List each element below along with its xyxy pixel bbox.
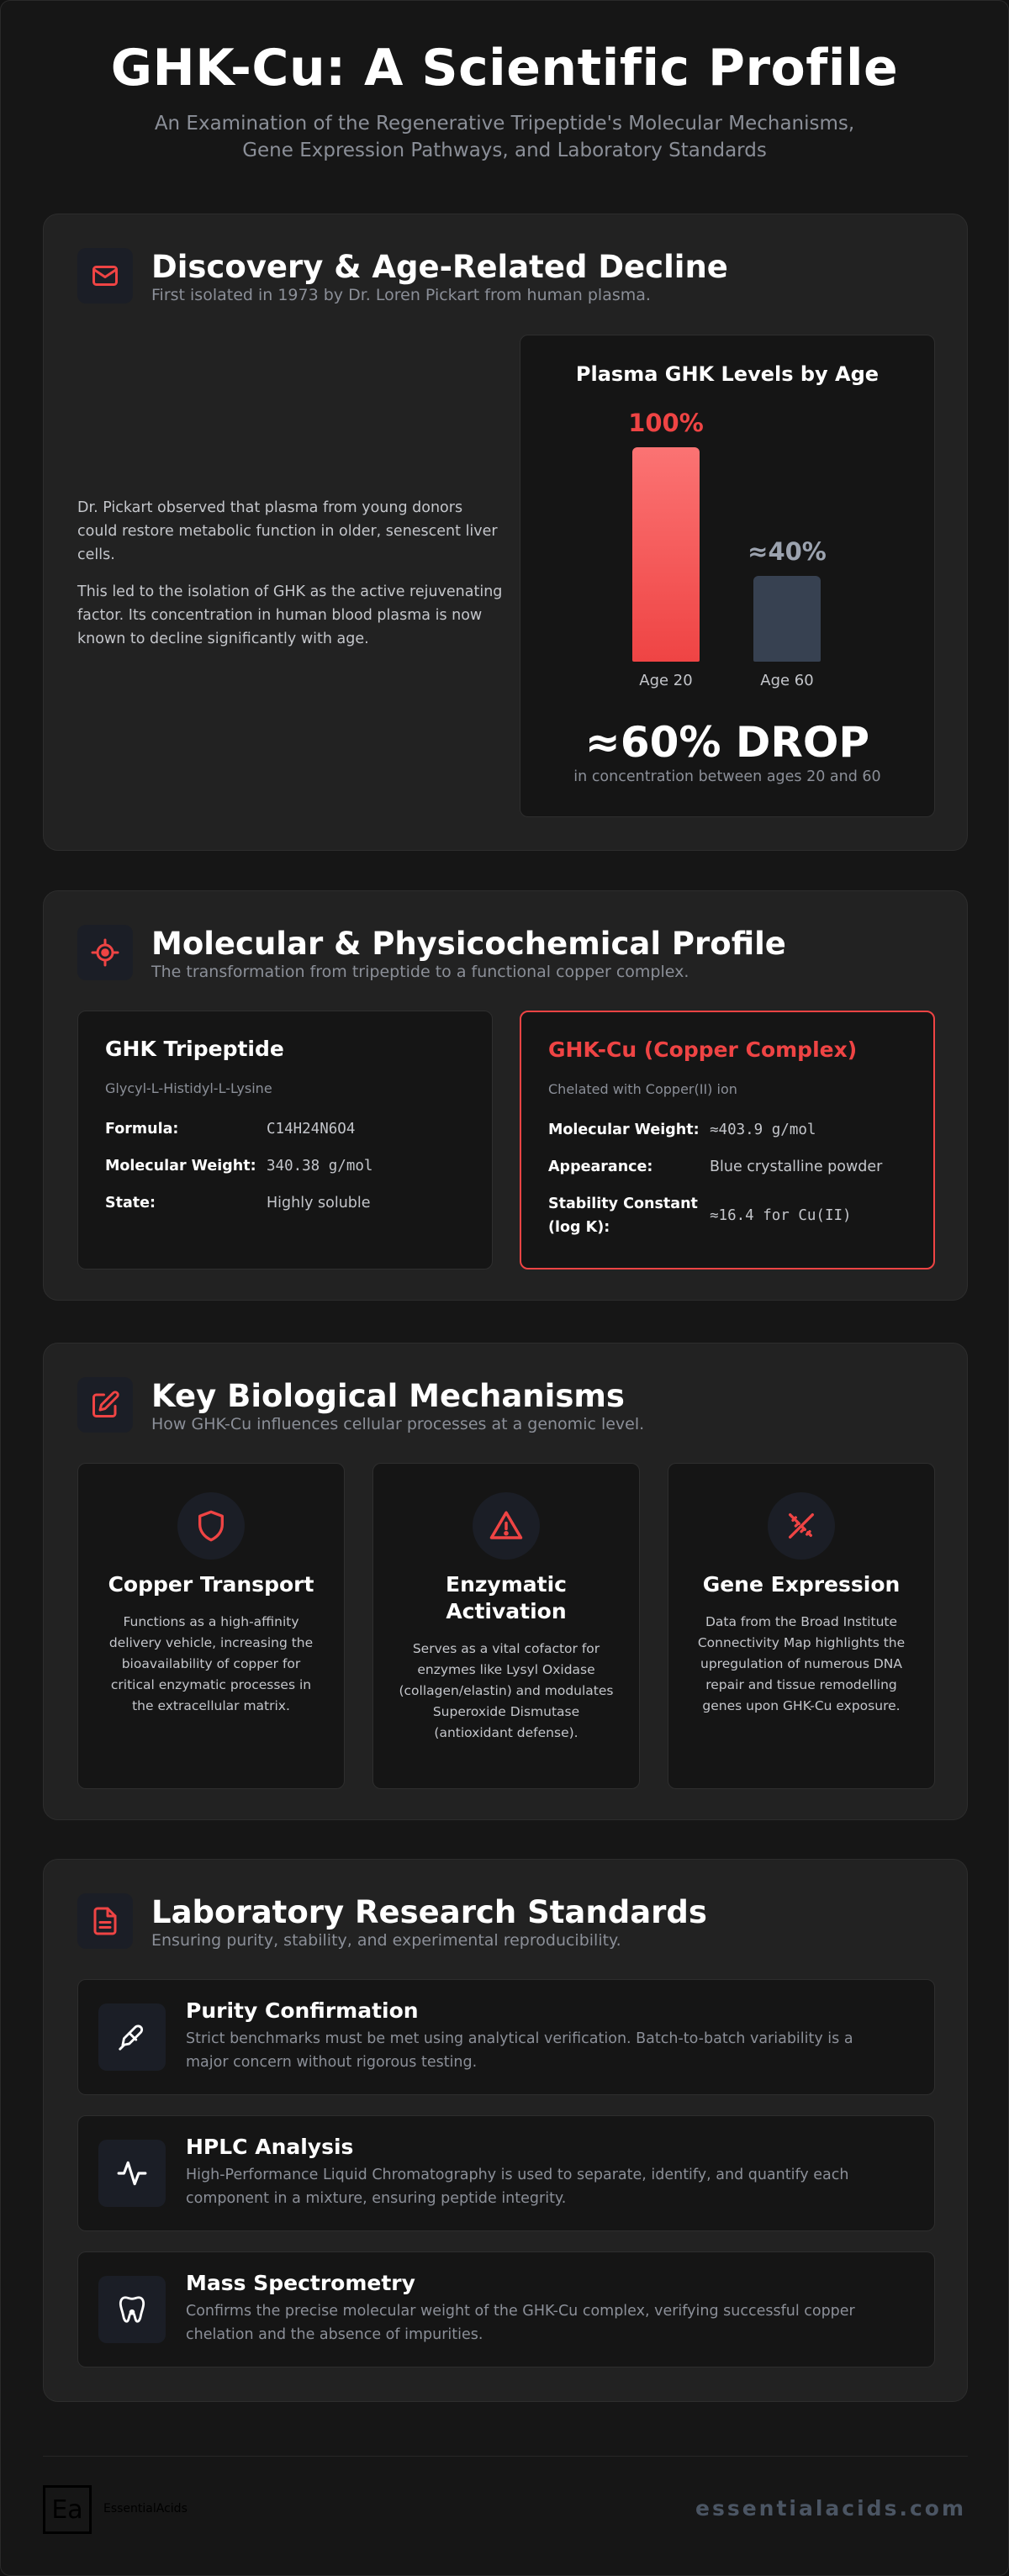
ghk-card [77,1011,493,1270]
warning-icon [473,1492,540,1560]
property-key: Formula: [105,1121,179,1138]
mechanism-card [668,1463,935,1789]
standard-body: Confirms the precise molecular weight of the GHK-Cu complex, verifying successful copper chelation and the absence of impurities. [186,2303,855,2343]
standard-title: Mass Spectrometry [186,2271,415,2295]
bar-value-label: ≈40% [748,537,827,566]
section-title: Discovery & Age-Related Decline [151,249,728,285]
property-value: 340.38 g/mol [267,1158,373,1175]
ghk-chart-card [520,335,935,817]
edit-icon [77,1377,133,1433]
property-key: Stability Constant (log K): [548,1196,698,1236]
chart-title: Plasma GHK Levels by Age [575,362,880,386]
footer-divider [43,2456,968,2457]
chart-bar [632,447,700,662]
mechanism-body: Serves as a vital cofactor for enzymes like Lysyl Oxidase (collagen/elastin) and modulates Superoxide Dismutase (antioxidant defense). [399,1641,614,1740]
standard-item [77,2115,935,2231]
standard-title: HPLC Analysis [186,2135,354,2159]
hero [1,1,1008,164]
ghk-cu-card [520,1011,935,1270]
bar-category-label: Age 60 [760,672,814,689]
section-title: Key Biological Mechanisms [151,1378,625,1414]
section-title: Molecular & Physicochemical Profile [151,926,786,962]
drop-caption: in concentration between ages 20 and 60 [573,768,881,785]
pulse-icon [98,2140,166,2207]
standard-body: High-Performance Liquid Chromatography is used to separate, identify, and quantify each component in a mixture, ensuring peptide integrity. [186,2167,849,2207]
discovery-paragraph: This led to the isolation of GHK as the active rejuvenating factor. Its concentration in human blood plasma is now known to decline significantly with age. [77,583,503,647]
tooth-icon [98,2276,166,2343]
discovery-section [43,214,968,851]
section-title: Laboratory Research Standards [151,1894,707,1930]
shield-icon [177,1492,245,1560]
section-subtitle: Ensuring purity, stability, and experimental reproducibility. [151,1931,621,1950]
chart-bar [753,576,821,662]
property-value: C14H24N6O4 [267,1121,356,1138]
molecule-subtitle: Glycyl-L-Histidyl-L-Lysine [105,1080,272,1096]
bar-chart [520,335,936,714]
property-key: Appearance: [548,1159,653,1175]
standard-item [77,1979,935,2095]
site-link[interactable]: essentialacids.com [695,2496,966,2521]
property-key: Molecular Weight: [105,1158,256,1175]
property-value: ≈16.4 for Cu(II) [710,1207,852,1224]
mechanism-body: Data from the Broad Institute Connectivity Map highlights the upregulation of numerous DNA repair and tissue remodelling genes upon GHK-Cu exposure. [697,1614,906,1713]
discovery-paragraph: Dr. Pickart observed that plasma from young donors could restore metabolic function in older, senescent liver cells. [77,499,498,563]
mail-icon [77,248,133,304]
mechanism-card [372,1463,640,1789]
property-key: State: [105,1195,156,1211]
section-subtitle: How GHK-Cu influences cellular processes at a genomic level. [151,1415,645,1433]
property-key: Molecular Weight: [548,1122,700,1138]
page-subtitle: An Examination of the Regenerative Tripeptide's Molecular Mechanisms, Gene Expression Pathways, and Laboratory Standards [154,113,855,161]
mechanism-body: Functions as a high-affinity delivery vehicle, increasing the bioavailability of copper for critical enzymatic processes in the extracellular matrix. [108,1614,314,1713]
property-value: Highly soluble [267,1195,371,1211]
brand-name: EssentialAcids [103,2502,188,2515]
mechanism-title: Copper Transport [108,1572,314,1597]
mechanisms-section [43,1343,968,1820]
page-title: GHK-Cu: A Scientific Profile [110,39,899,98]
bar-value-label: 100% [628,409,704,437]
mechanism-title: Gene Expression [702,1572,901,1597]
standard-body: Strict benchmarks must be met using analytical verification. Batch-to-batch variability is a major concern without rigorous testing. [186,2030,853,2071]
brand-logo: Ea [43,2485,92,2534]
molecule-title: GHK Tripeptide [105,1037,284,1061]
standard-item [77,2251,935,2367]
molecule-title: GHK-Cu (Copper Complex) [548,1037,858,1062]
pipette-icon [98,2003,166,2071]
discovery-text [77,496,506,651]
molecular-section [43,890,968,1301]
standards-section [43,1859,968,2402]
section-subtitle: The transformation from tripeptide to a functional copper complex. [151,963,689,981]
section-subtitle: First isolated in 1973 by Dr. Loren Pickart from human plasma. [151,286,651,304]
standard-title: Purity Confirmation [186,1998,419,2023]
target-icon [77,925,133,980]
drop-value: ≈60% DROP [584,718,870,767]
molecule-subtitle: Chelated with Copper(II) ion [548,1081,737,1097]
property-value: ≈403.9 g/mol [710,1122,816,1138]
document-icon [77,1893,133,1949]
dna-icon [768,1492,835,1560]
mechanism-card [77,1463,345,1789]
mechanism-title: Enzymatic Activation [446,1572,567,1623]
property-value: Blue crystalline powder [710,1159,883,1175]
bar-category-label: Age 20 [639,672,693,689]
